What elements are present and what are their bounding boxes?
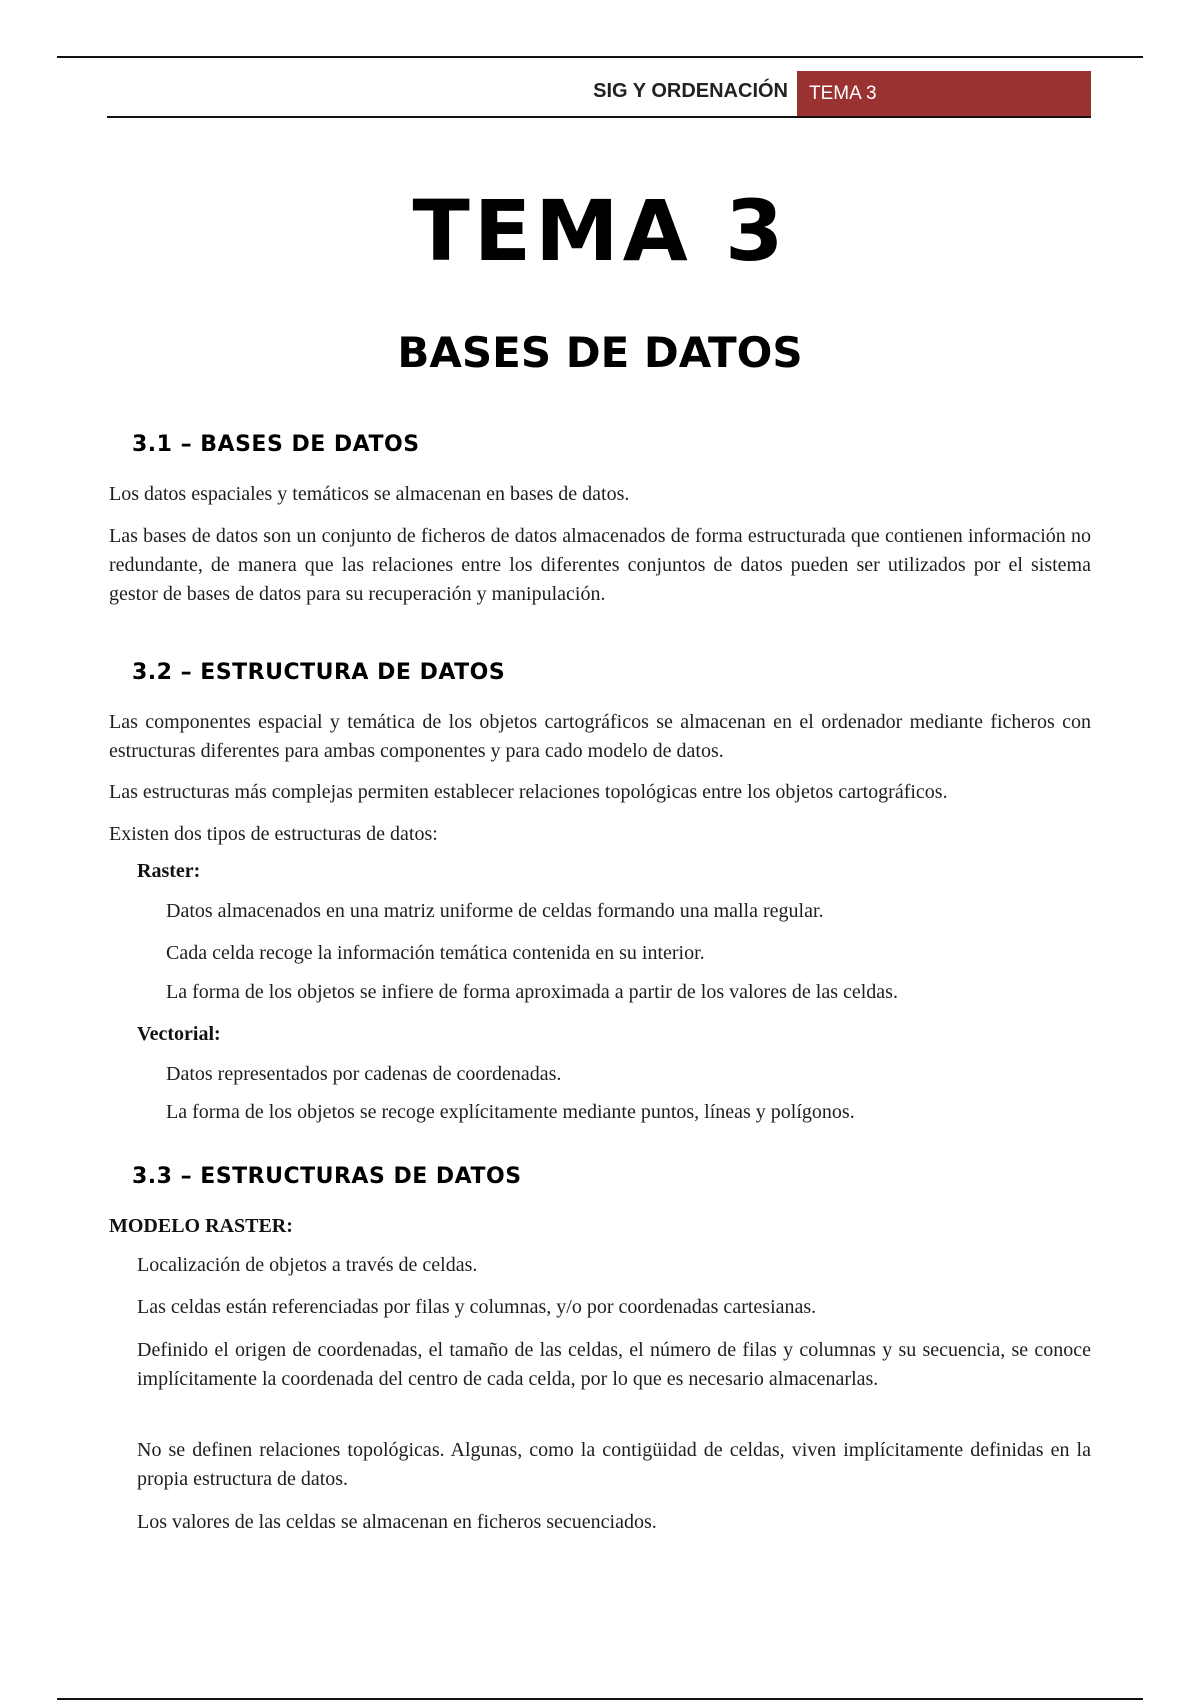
modelo-raster-label: MODELO RASTER: — [109, 1215, 293, 1237]
section-heading-3-1: 3.1 – BASES DE DATOS — [132, 432, 420, 457]
list-item: Datos representados por cadenas de coordenadas. — [166, 1063, 562, 1085]
list-item: Definido el origen de coordenadas, el tamaño de las celdas, el número de filas y columnas y su secuencia, se conoce implícitamente la coordenada del centro de cada celda, por lo que es necesario almacenarlas. — [137, 1339, 1091, 1390]
page-subtitle: BASES DE DATOS — [397, 328, 803, 377]
section-heading-3-3: 3.3 – ESTRUCTURAS DE DATOS — [132, 1164, 522, 1189]
paragraph: Existen dos tipos de estructuras de datos: — [109, 823, 438, 845]
list-item: La forma de los objetos se infiere de forma aproximada a partir de los valores de las celdas. — [166, 981, 898, 1003]
paragraph: Los datos espaciales y temáticos se almacenan en bases de datos. — [109, 483, 630, 505]
header-course: SIG Y ORDENACIÓN — [593, 80, 788, 102]
list-item: Localización de objetos a través de celdas. — [137, 1254, 478, 1276]
list-item: Datos almacenados en una matriz uniforme de celdas formando una malla regular. — [166, 900, 824, 922]
section-heading-3-2: 3.2 – ESTRUCTURA DE DATOS — [132, 660, 506, 685]
header-topic-badge: TEMA 3 — [797, 71, 1091, 116]
paragraph: Las componentes espacial y temática de los objetos cartográficos se almacenan en el ordenador mediante ficheros con estructuras diferentes para ambas componentes y para cado modelo de datos. — [109, 711, 1091, 762]
page-header — [107, 70, 1091, 118]
page-title: TEMA 3 — [412, 182, 788, 280]
list-item: Los valores de las celdas se almacenan en ficheros secuenciados. — [137, 1511, 657, 1533]
vectorial-label: Vectorial: — [137, 1023, 221, 1045]
list-item: La forma de los objetos se recoge explícitamente mediante puntos, líneas y polígonos. — [166, 1101, 855, 1123]
paragraph: Las estructuras más complejas permiten establecer relaciones topológicas entre los objetos cartográficos. — [109, 781, 948, 803]
top-rule — [57, 56, 1143, 58]
list-item: No se definen relaciones topológicas. Algunas, como la contigüidad de celdas, viven implícitamente definidas en la propia estructura de datos. — [137, 1439, 1091, 1490]
list-item: Las celdas están referenciadas por filas y columnas, y/o por coordenadas cartesianas. — [137, 1296, 817, 1318]
paragraph: Las bases de datos son un conjunto de ficheros de datos almacenados de forma estructurada que contienen información no redundante, de manera que las relaciones entre los diferentes conjuntos de datos pueden ser utilizados por el sistema gestor de bases de datos para su recuperación y manipulación. — [109, 525, 1091, 605]
raster-label: Raster: — [137, 860, 201, 882]
list-item: Cada celda recoge la información temática contenida en su interior. — [166, 942, 705, 964]
